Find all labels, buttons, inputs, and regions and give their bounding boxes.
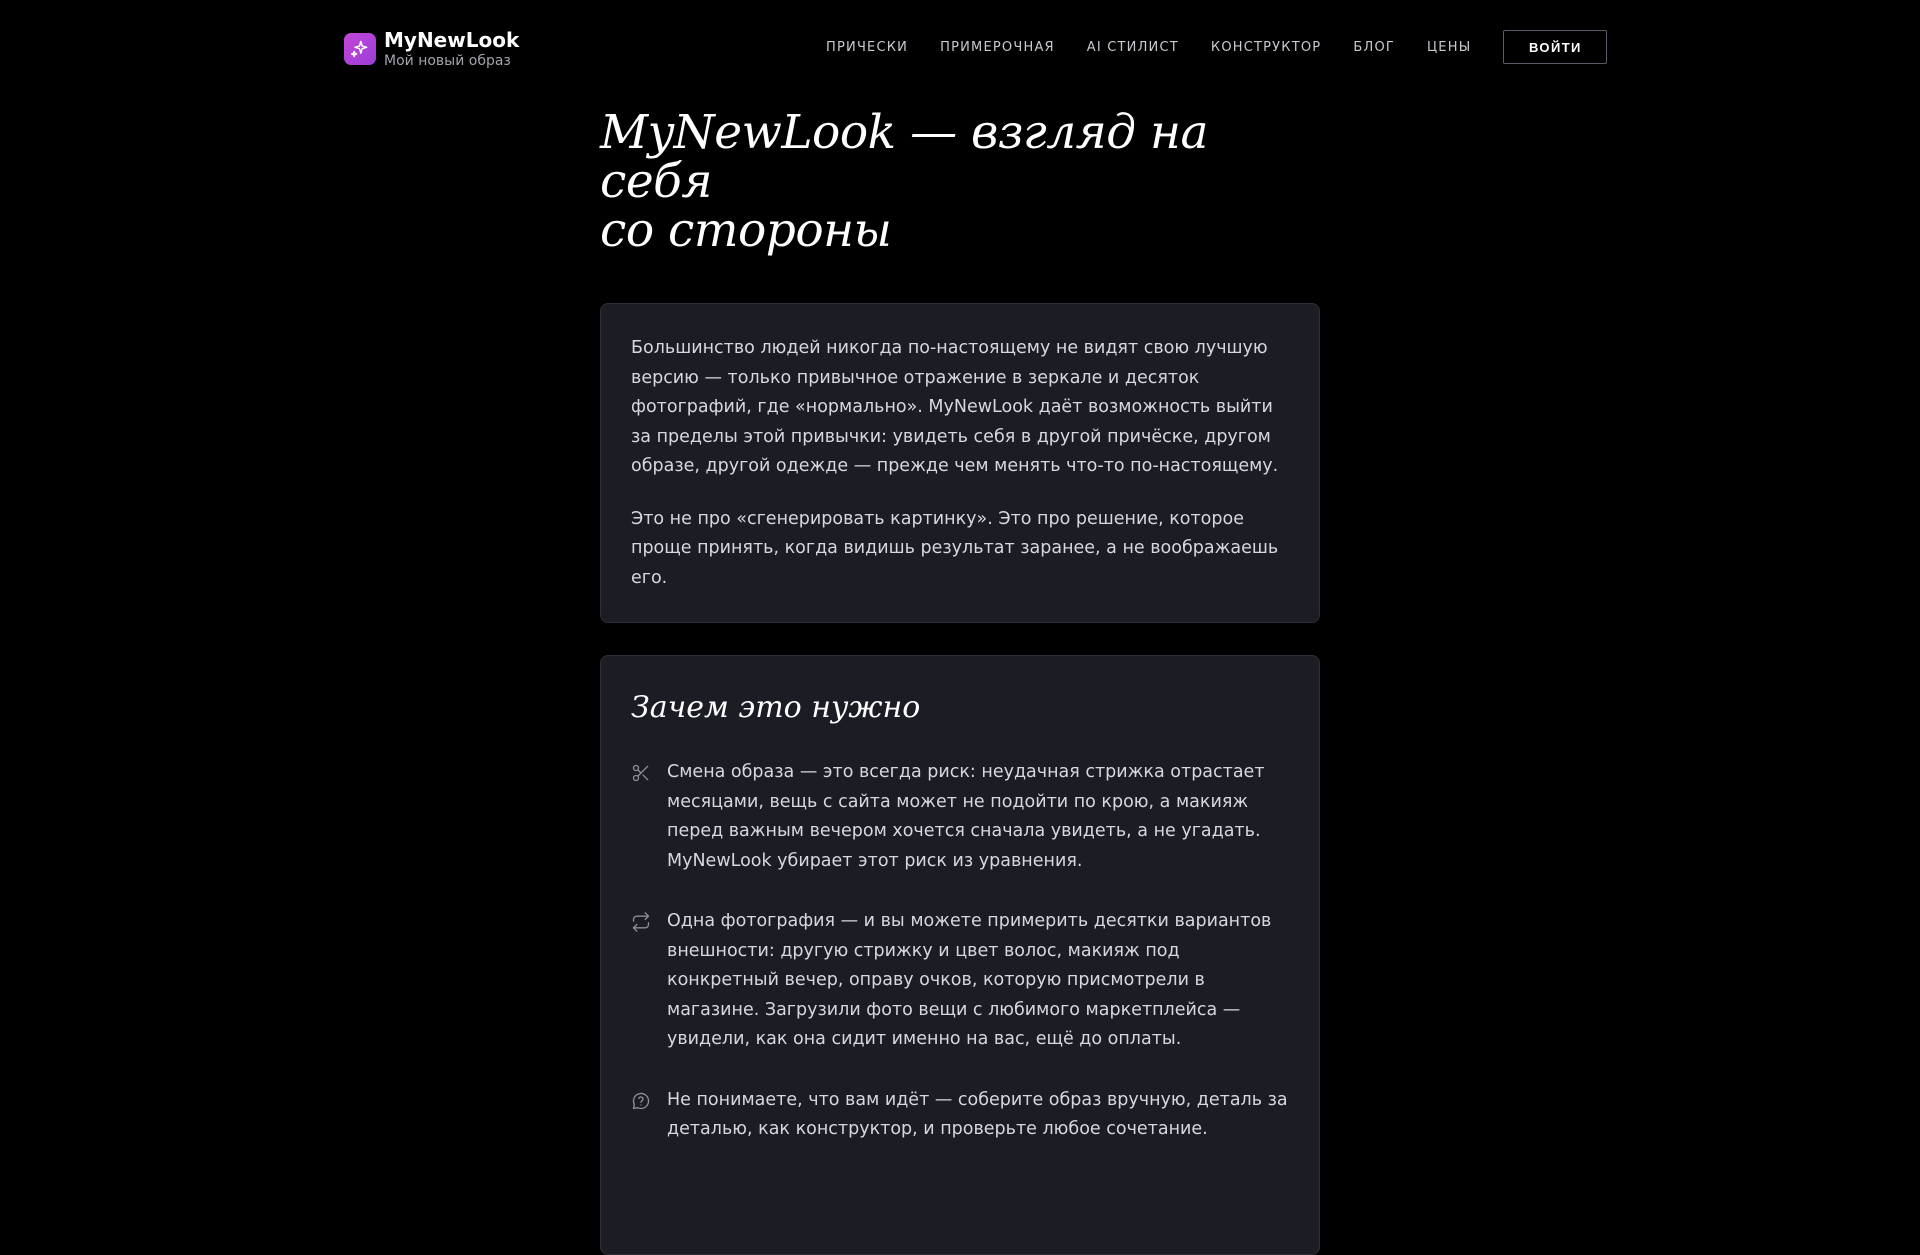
nav-item-constructor[interactable]: КОНСТРУКТОР [1210, 39, 1322, 55]
nav-item-hairstyles[interactable]: ПРИЧЕСКИ [826, 39, 909, 55]
brand-tagline: Мой новый образ [384, 53, 511, 69]
login-button[interactable]: ВОЙТИ [1503, 30, 1607, 64]
brand-name: MyNewLook [384, 28, 520, 52]
intro-card [600, 303, 1320, 623]
main-content [600, 105, 1320, 1255]
page-title [600, 105, 1320, 258]
nav-item-blog[interactable]: БЛОГ [1353, 39, 1396, 55]
nav-item-pricing[interactable]: ЦЕНЫ [1427, 39, 1472, 55]
help-circle-icon [631, 1091, 651, 1111]
page-title-line-1: MyNewLook — взгляд на себя [600, 105, 1209, 209]
scissors-icon [631, 763, 651, 783]
list-item-text: Одна фотография — и вы можете примерить десятки вариантов внешности: другую стрижку и цвет волос, макияж под конкретный вечер, оправу очков, которую присмотрели в магазине. Загрузили фото вещи с любимого маркетплейса — увидели, как она сидит именно на вас, ещё до оплаты. [667, 911, 1272, 1049]
site-header [0, 0, 1920, 94]
intro-paragraph: Большинство людей никогда по-настоящему не видят свою лучшую версию — только привычное отражение в зеркале и десяток фотографий, где «нормально». MyNewLook даёт возможность выйти за пределы этой привычки: увидеть себя в другой причёске, другом образе, другой одежде — прежде чем менять что-то по-настоящему. [631, 338, 1279, 476]
brand-logo[interactable] [344, 28, 519, 70]
list-item [631, 758, 1289, 876]
why-card [600, 655, 1320, 1255]
page-title-line-2: со стороны [600, 203, 892, 258]
sparkles-icon [344, 33, 376, 65]
intro-paragraph: Это не про «сгенерировать картинку». Это про решение, которое проще принять, когда видишь результат заранее, а не воображаешь его. [631, 508, 1279, 588]
list-item [631, 907, 1289, 1055]
repeat-icon [631, 912, 651, 932]
section-title: Зачем это нужно [631, 690, 921, 725]
main-nav [826, 30, 1607, 64]
list-item-text: Не понимаете, что вам идёт — соберите образ вручную, деталь за деталью, как конструктор, и проверьте любое сочетание. [667, 1089, 1288, 1139]
list-item-text: Смена образа — это всегда риск: неудачная стрижка отрастает месяцами, вещь с сайта может не подойти по крою, а макияж перед важным вечером хочется сначала увидеть, а не угадать. MyNewLook убирает этот риск из уравнения. [667, 762, 1265, 871]
nav-item-fitting-room[interactable]: ПРИМЕРОЧНАЯ [940, 39, 1055, 55]
nav-item-ai-stylist[interactable]: AI СТИЛИСТ [1086, 39, 1179, 55]
list-item [631, 1086, 1289, 1145]
